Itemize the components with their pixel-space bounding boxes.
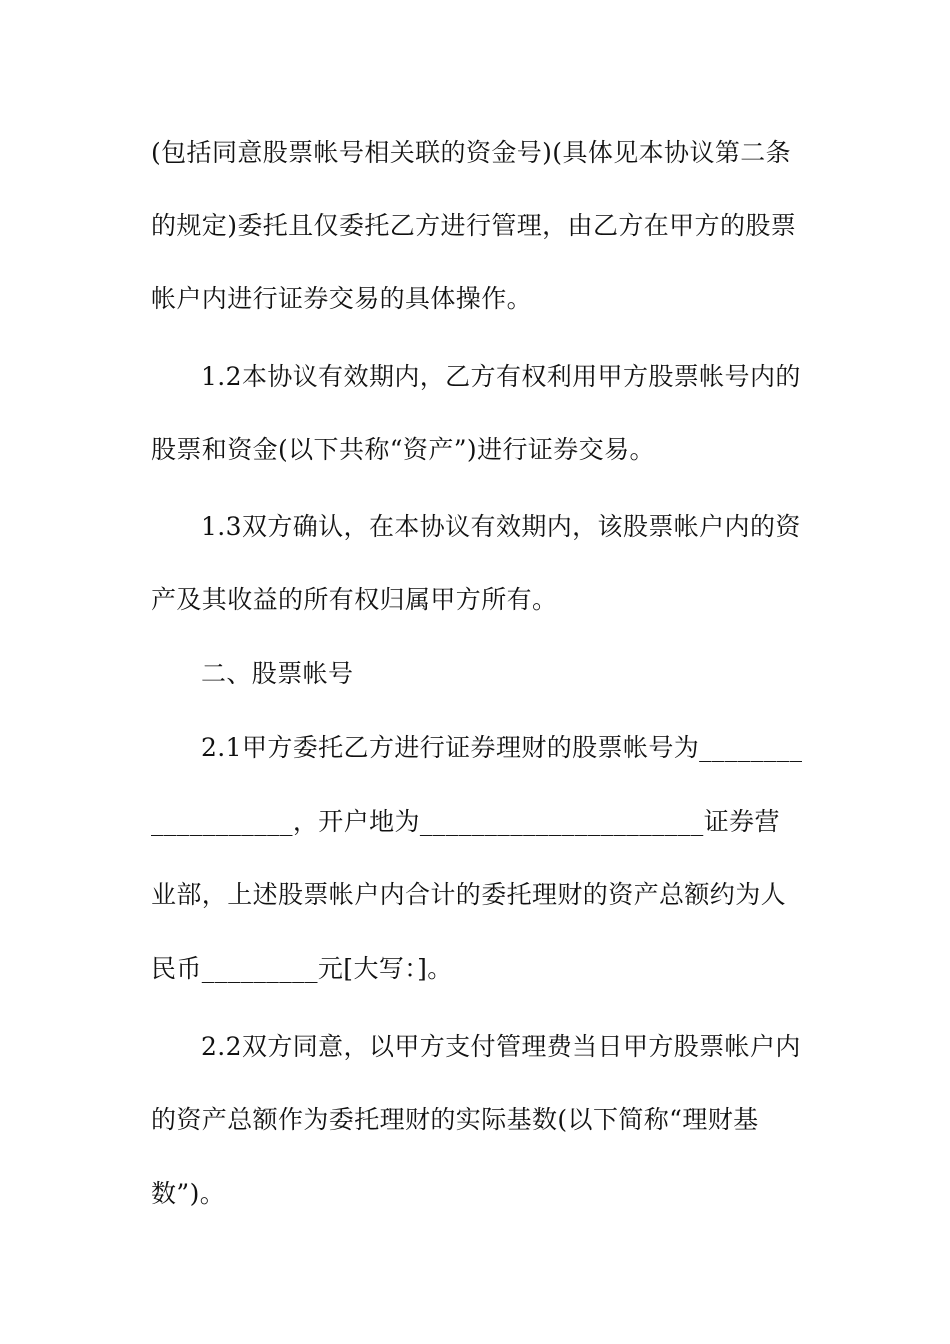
clause-1-2-line-1: 1.2本协议有效期内，乙方有权利用甲方股票帐号内的 xyxy=(201,362,801,391)
clause-1-3-line-1: 1.3双方确认，在本协议有效期内，该股票帐户内的资 xyxy=(201,512,801,541)
paragraph-line-2: 的规定)委托且仅委托乙方进行管理，由乙方在甲方的股票 xyxy=(151,211,797,240)
paragraph-line-3: 帐户内进行证券交易的具体操作。 xyxy=(151,284,533,313)
clause-2-1-line-4: 民币_________元[大写：]。 xyxy=(151,954,453,983)
clause-2-2-line-2: 的资产总额作为委托理财的实际基数(以下简称“理财基 xyxy=(151,1105,759,1134)
section-heading: 二、股票帐号 xyxy=(201,659,354,688)
paragraph-line-1: (包括同意股票帐号相关联的资金号)(具体见本协议第二条 xyxy=(151,138,792,167)
clause-2-1-line-2: ___________，开户地为______________________证券营 xyxy=(151,807,780,836)
clause-2-1-line-3: 业部，上述股票帐户内合计的委托理财的资产总额约为人 xyxy=(151,880,787,909)
clause-1-3-line-2: 产及其收益的所有权归属甲方所有。 xyxy=(151,585,558,614)
clause-2-1-line-1: 2.1甲方委托乙方进行证券理财的股票帐号为________ xyxy=(201,733,803,762)
clause-2-2-line-3: 数”)。 xyxy=(151,1179,226,1208)
clause-1-2-line-2: 股票和资金(以下共称“资产”)进行证券交易。 xyxy=(151,435,655,464)
clause-2-2-line-1: 2.2双方同意，以甲方支付管理费当日甲方股票帐户内 xyxy=(201,1032,801,1061)
